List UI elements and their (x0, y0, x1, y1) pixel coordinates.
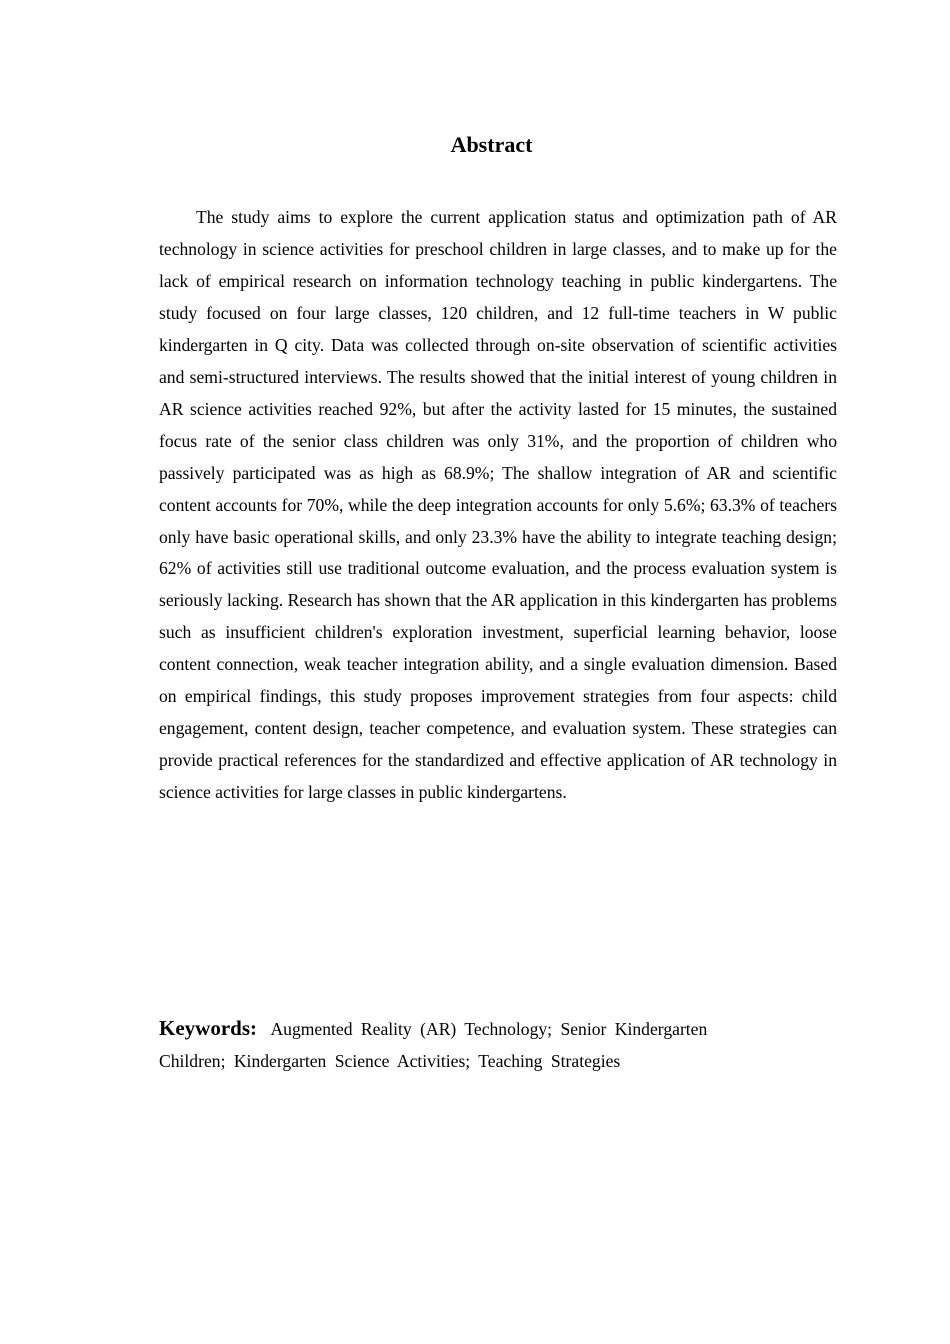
keywords-label: Keywords: (159, 1016, 257, 1040)
abstract-paragraph: The study aims to explore the current application status and optimization path of AR technology in science activities for preschool children in large classes, and to make up for the lack of empirical research on information technology teaching in public kindergartens. The study focused on four large classes, 120 children, and 12 full-time teachers in W public kindergarten in Q city. Data was collected through on-site observation of scientific activities and semi-structured interviews. The results showed that the initial interest of young children in AR science activities reached 92%, but after the activity lasted for 15 minutes, the sustained focus rate of the senior class children was only 31%, and the proportion of children who passively participated was as high as 68.9%; The shallow integration of AR and scientific content accounts for 70%, while the deep integration accounts for only 5.6%; 63.3% of teachers only have basic operational skills, and only 23.3% have the ability to integrate teaching design; 62% of activities still use traditional outcome evaluation, and the process evaluation system is seriously lacking. Research has shown that the AR application in this kindergarten has problems such as insufficient children's exploration investment, superficial learning behavior, loose content connection, weak teacher integration ability, and a single evaluation dimension. Based on empirical findings, this study proposes improvement strategies from four aspects: child engagement, content design, teacher competence, and evaluation system. These strategies can provide practical references for the standardized and effective application of AR technology in science activities for large classes in public kindergartens. (159, 207, 837, 803)
keywords-section (159, 1012, 759, 1077)
keywords-list: Augmented Reality (AR) Technology; Senior Kindergarten Children; Kindergarten Science Activities; Teaching Strategies (159, 1019, 708, 1071)
abstract-title: Abstract (450, 132, 533, 157)
